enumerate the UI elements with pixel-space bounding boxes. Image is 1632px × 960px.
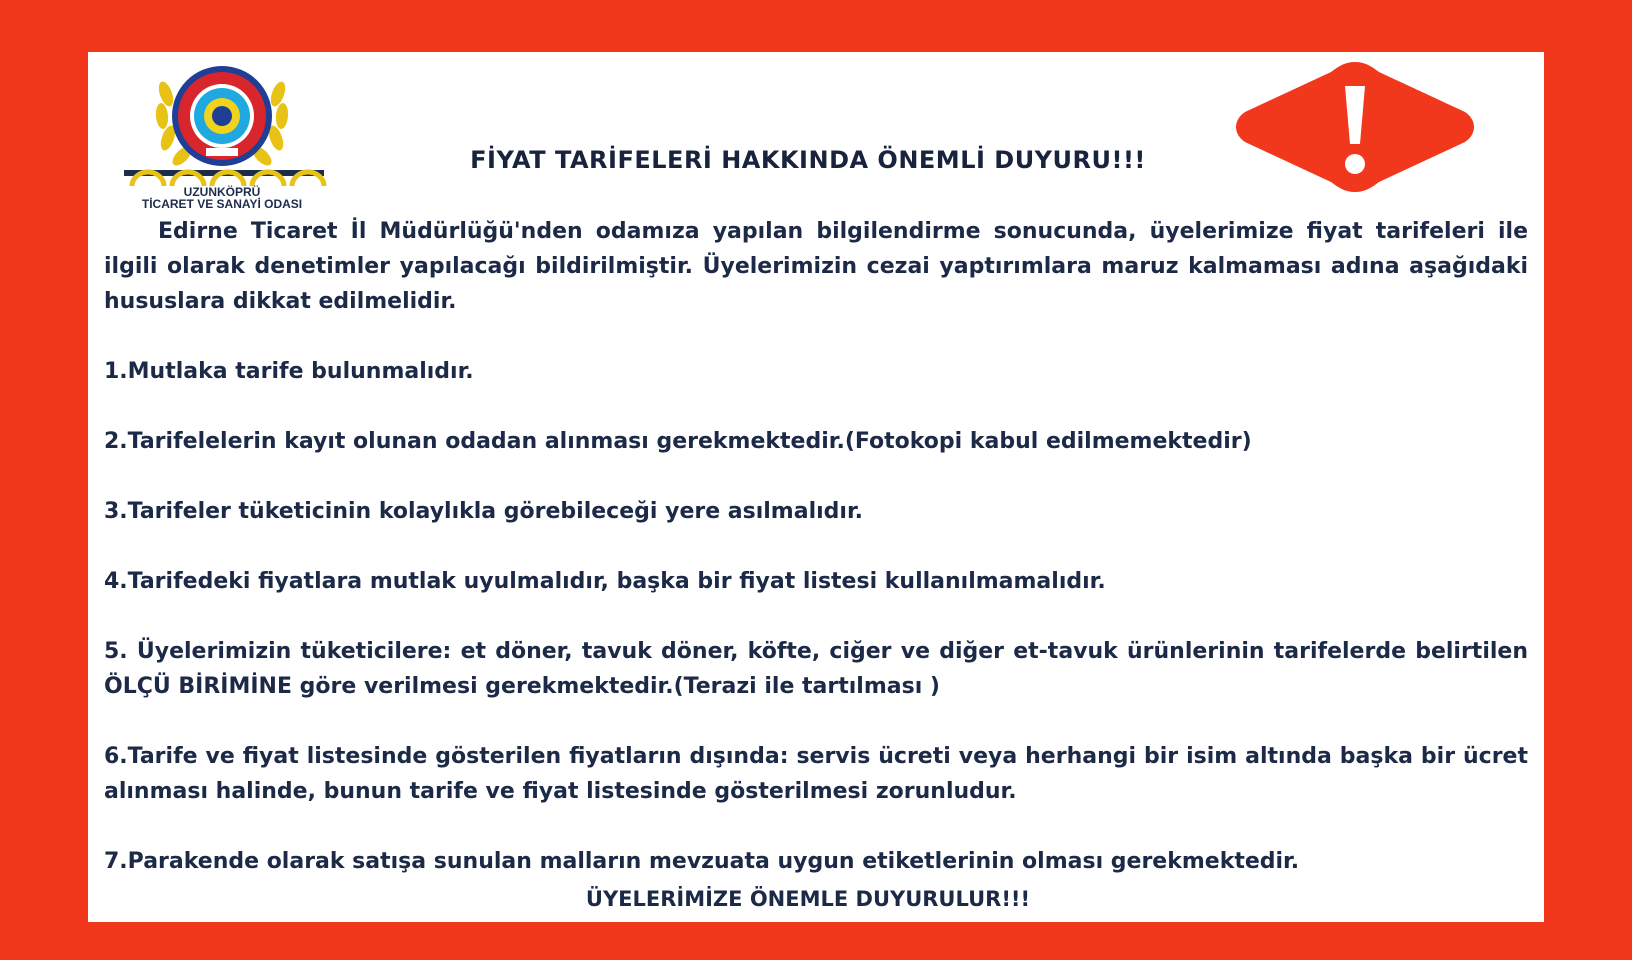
rule-item-6: 6.Tarife ve fiyat listesinde gösterilen fiyatların dışında: servis ücreti veya herhangi bir isim altında başka bir ücret alınması halinde, bunun tarife ve fiyat listesinde gösterilmesi zorunludur.: [104, 744, 1528, 804]
notice-title: FİYAT TARİFELERİ HAKKINDA ÖNEMLİ DUYURU!!!: [470, 146, 1146, 174]
closing-line: ÜYELERİMİZE ÖNEMLE DUYURULUR!!!: [585, 887, 1031, 911]
chamber-emblem-icon: [106, 58, 338, 186]
notice-panel: [88, 52, 1544, 922]
chamber-logo: [106, 58, 338, 211]
exclamation-icon: [1233, 56, 1477, 198]
logo-caption-line2: TİCARET VE SANAYİ ODASI: [141, 197, 303, 211]
rule-item-3: 3.Tarifeler tüketicinin kolaylıkla görebileceği yere asılmalıdır.: [104, 499, 864, 524]
rule-item-5: 5. Üyelerimizin tüketicilere: et döner, tavuk döner, köfte, ciğer ve diğer et-tavuk ürünlerinin tarifelerde belirtilen ÖLÇÜ BİRİMİNE göre verilmesi gerekmektedir.(Terazi ile tartılması ): [104, 639, 1528, 699]
intro-paragraph: Edirne Ticaret İl Müdürlüğü'nden odamıza yapılan bilgilendirme sonucunda, üyelerimize fiyat tarifeleri ile ilgili olarak denetimler yapılacağı bildirilmiştir. Üyelerimizin cezai yaptırımlara maruz kalmaması adına aşağıdaki hususlara dikkat edilmelidir.: [104, 219, 1528, 314]
rule-item-2: 2.Tarifelelerin kayıt olunan odadan alınması gerekmektedir.(Fotokopi kabul edilmemektedir): [104, 429, 1252, 454]
rule-item-7: 7.Parakende olarak satışa sunulan malların mevzuata uygun etiketlerinin olması gerekmektedir.: [104, 849, 1300, 874]
rule-item-4: 4.Tarifedeki fiyatlara mutlak uyulmalıdır, başka bir fiyat listesi kullanılmamalıdır.: [104, 569, 1106, 594]
logo-caption-line1: UZUNKÖPRÜ: [183, 185, 261, 199]
rule-item-1: 1.Mutlaka tarife bulunmalıdır.: [104, 359, 474, 384]
notice-body: [104, 214, 1528, 879]
